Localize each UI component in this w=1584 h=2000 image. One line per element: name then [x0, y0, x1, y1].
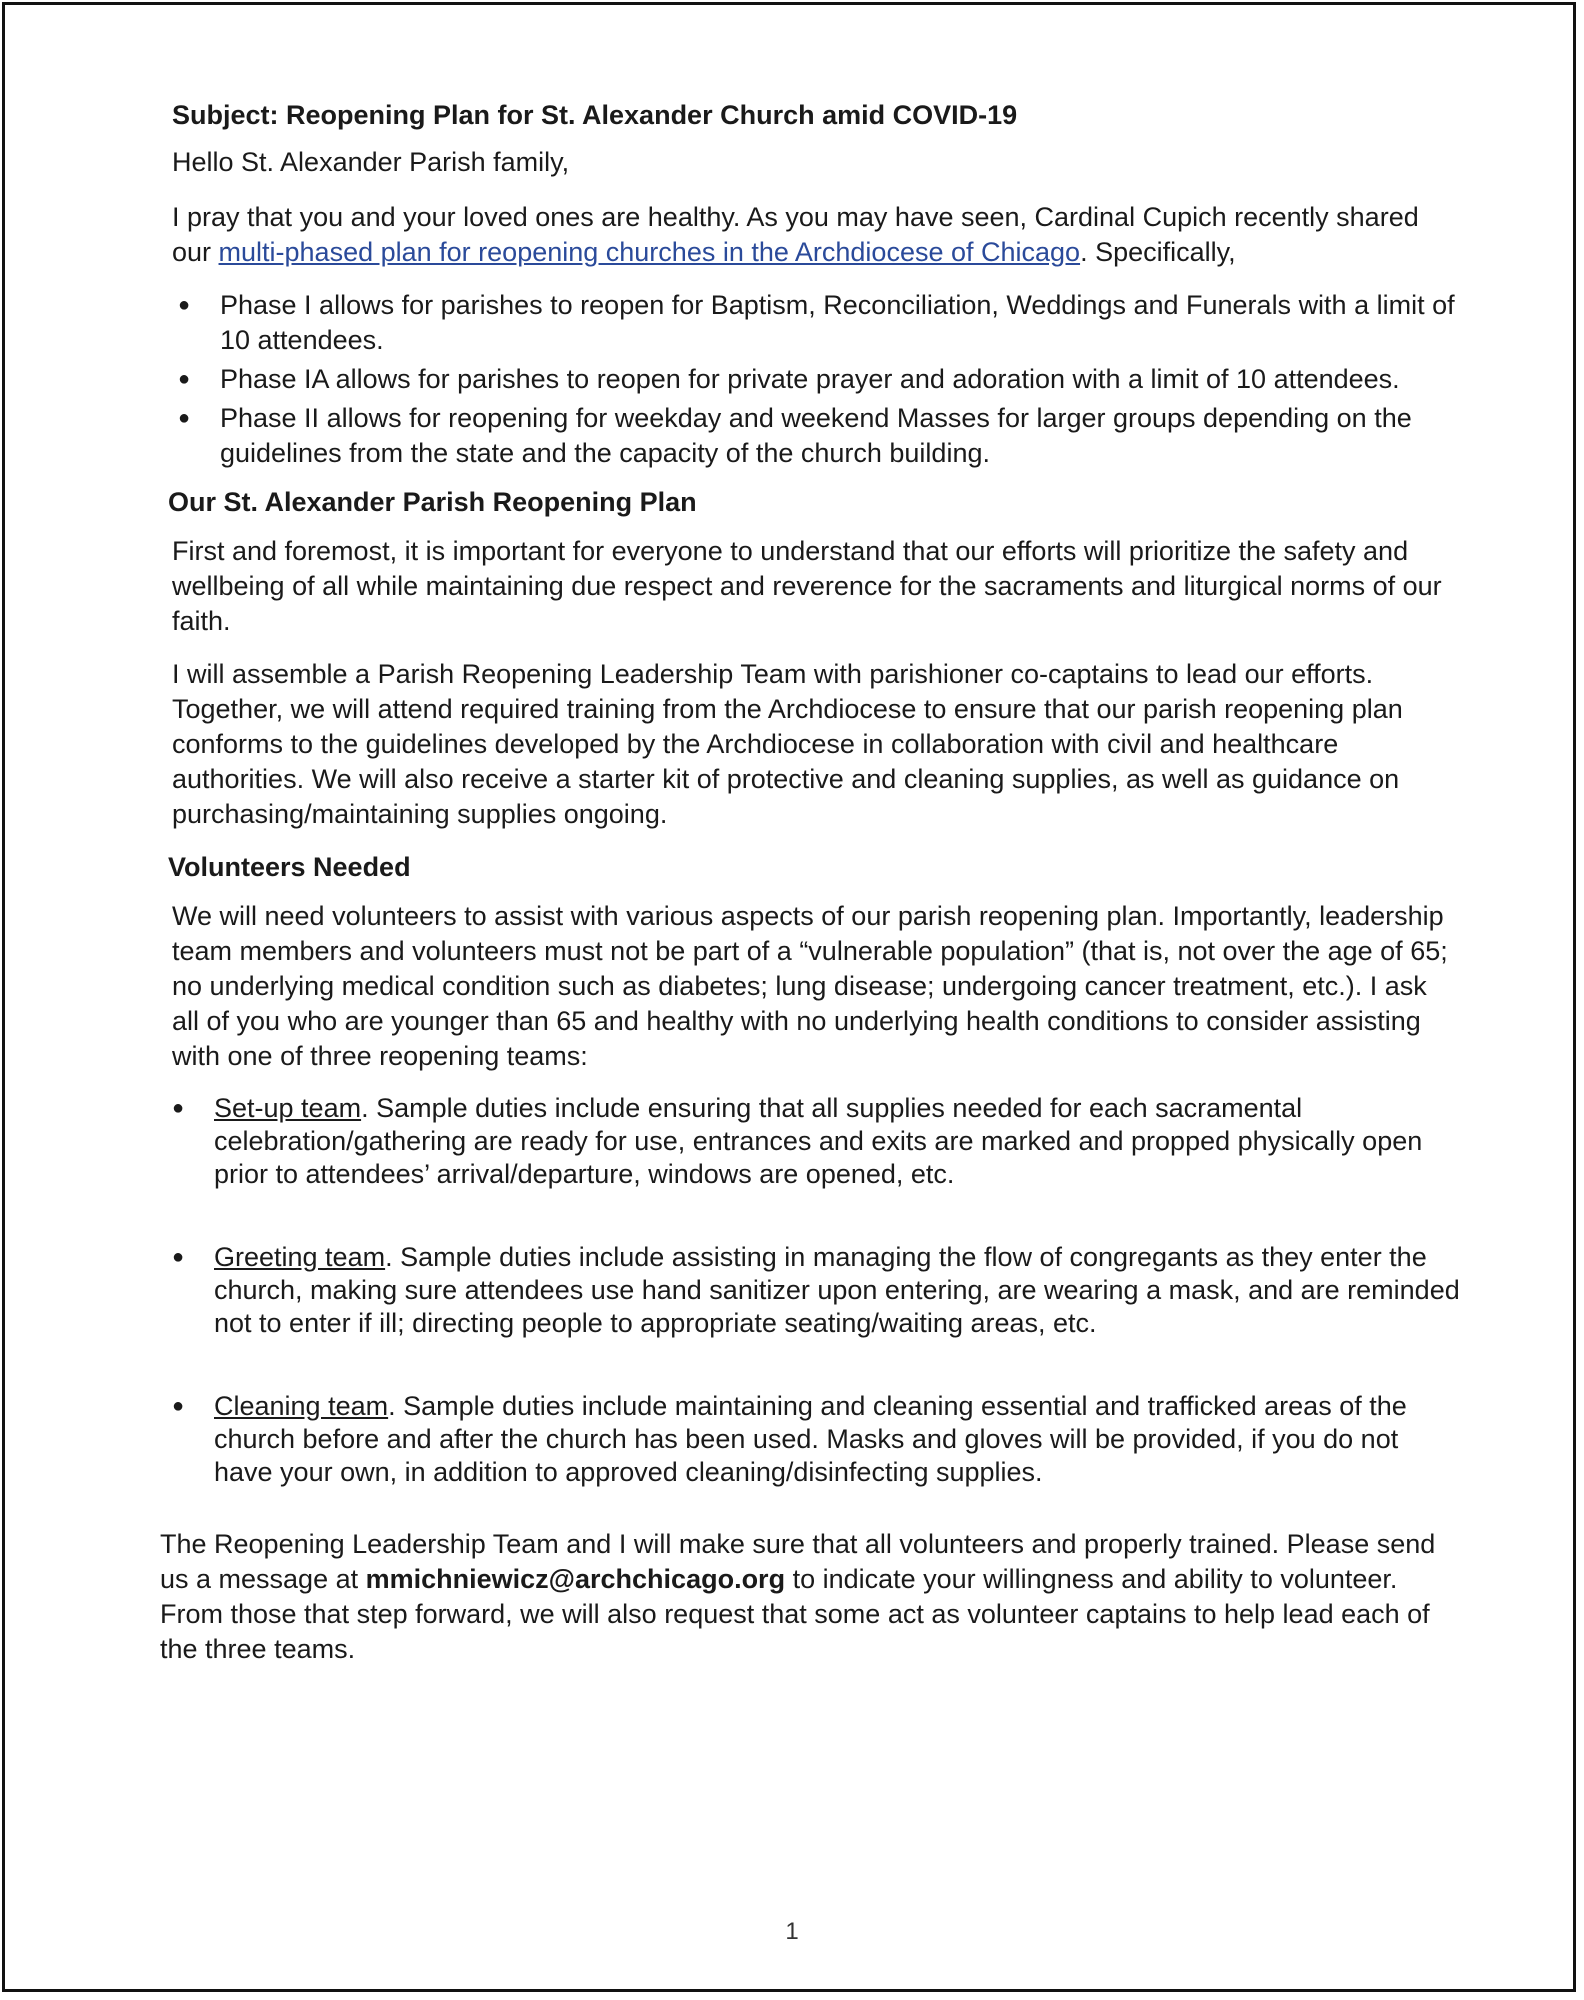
phase-text: Phase IA allows for parishes to reopen for private prayer and adoration with a limit of 10 attendees.	[220, 364, 1400, 394]
closing-paragraph	[160, 1527, 1460, 1667]
team-list	[162, 1092, 1460, 1489]
page-number: 1	[785, 1918, 799, 1945]
intro-text-before-link: I pray that you and your loved ones are healthy. As you may have seen, Cardinal Cupich recently shared our	[172, 202, 1419, 267]
closing-text-before-email: The Reopening Leadership Team and I will make sure that all volunteers and properly trained. Please send us a message at	[160, 1529, 1436, 1594]
intro-paragraph	[172, 200, 1460, 270]
subject-line: Subject: Reopening Plan for St. Alexander Church amid COVID-19	[172, 100, 1018, 130]
volunteers-paragraph: We will need volunteers to assist with various aspects of our parish reopening plan. Importantly, leadership team members and volunteers must not be part of a “vulnerable population” (that is, not over the age of 65; no underlying medical condition such as diabetes; lung disease; undergoing cancer treatment, etc.). I ask all of you who are younger than 65 and healthy with no underlying health conditions to consider assisting with one of three reopening teams:	[172, 901, 1448, 1071]
phase-item	[168, 401, 1460, 471]
team-name: Set-up team	[214, 1093, 362, 1123]
letter-body	[160, 98, 1460, 1667]
phase-text: Phase II allows for reopening for weekday and weekend Masses for larger groups depending on the guidelines from the state and the capacity of the church building.	[220, 403, 1412, 468]
reopening-plan-link[interactable]: multi-phased plan for reopening churches in the Archdiocese of Chicago	[218, 237, 1081, 267]
phase-item	[168, 288, 1460, 358]
phase-text: Phase I allows for parishes to reopen for Baptism, Reconciliation, Weddings and Funerals with a limit of 10 attendees.	[220, 290, 1455, 355]
closing-text-after-email: to indicate your willingness and ability to volunteer. From those that step forward, we will also request that some act as volunteer captains to help lead each of the three teams.	[160, 1564, 1430, 1664]
plan-heading: Our St. Alexander Parish Reopening Plan	[168, 487, 697, 517]
plan-paragraph: I will assemble a Parish Reopening Leadership Team with parishioner co-captains to lead our efforts. Together, we will attend required training from the Archdiocese to ensure that our parish reopening plan conforms to the guidelines developed by the Archdiocese in collaboration with civil and healthcare authorities. We will also receive a starter kit of protective and cleaning supplies, as well as guidance on purchasing/maintaining supplies ongoing.	[172, 659, 1403, 829]
bullet-icon: ●	[178, 407, 191, 429]
team-item	[162, 1092, 1460, 1191]
intro-text-after-link: . Specifically,	[1080, 237, 1236, 267]
contact-email[interactable]: mmichniewicz@archchicago.org	[365, 1564, 786, 1594]
phase-list	[168, 288, 1460, 471]
greeting: Hello St. Alexander Parish family,	[172, 147, 570, 177]
bullet-icon: ●	[172, 1097, 185, 1119]
team-item	[162, 1390, 1460, 1489]
bullet-icon: ●	[172, 1395, 185, 1417]
phase-item	[168, 362, 1460, 397]
team-description: . Sample duties include maintaining and cleaning essential and trafficked areas of the church before and after the church has been used. Masks and gloves will be provided, if you do not have your own, in addition to approved cleaning/disinfecting supplies.	[214, 1391, 1407, 1487]
team-name: Cleaning team	[214, 1391, 389, 1421]
team-item	[162, 1241, 1460, 1340]
bullet-icon: ●	[178, 294, 191, 316]
plan-paragraph: First and foremost, it is important for everyone to understand that our efforts will prioritize the safety and wellbeing of all while maintaining due respect and reverence for the sacraments and liturgical norms of our faith.	[172, 536, 1442, 636]
team-description: . Sample duties include assisting in managing the flow of congregants as they enter the church, making sure attendees use hand sanitizer upon entering, are wearing a mask, and are reminded not to enter if ill; directing people to appropriate seating/waiting areas, etc.	[214, 1242, 1460, 1338]
team-description: . Sample duties include ensuring that all supplies needed for each sacramental celebration/gathering are ready for use, entrances and exits are marked and propped physically open prior to attendees’ arrival/departure, windows are opened, etc.	[214, 1093, 1423, 1189]
volunteers-heading: Volunteers Needed	[168, 852, 411, 882]
team-name: Greeting team	[214, 1242, 386, 1272]
bullet-icon: ●	[172, 1246, 185, 1268]
bullet-icon: ●	[178, 368, 191, 390]
